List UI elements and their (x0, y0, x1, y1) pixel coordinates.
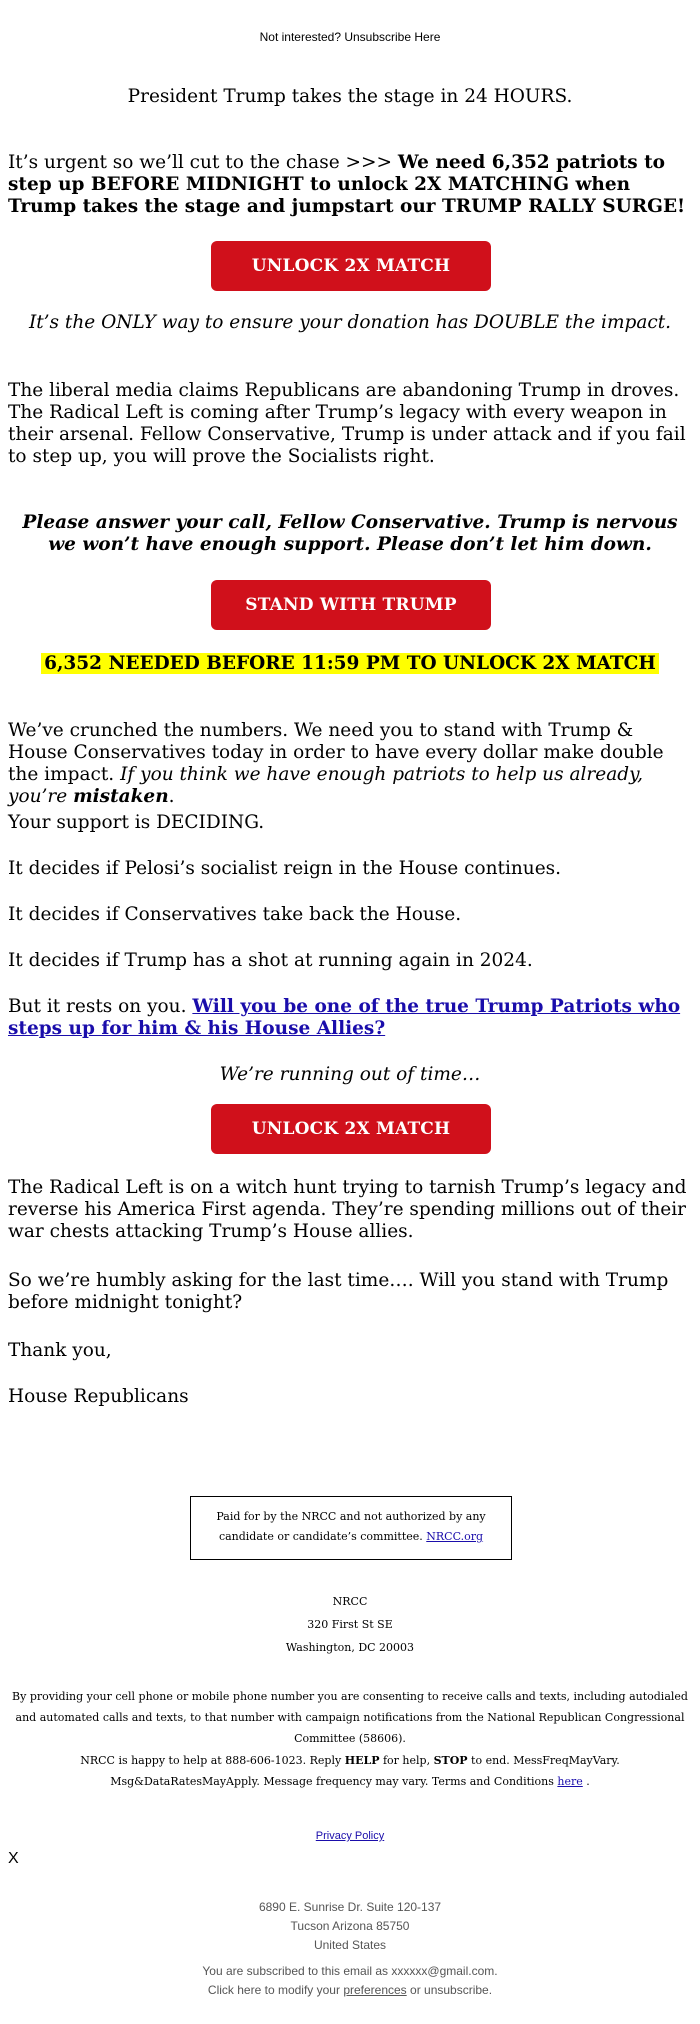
deciding-line: Your support is DECIDING. (8, 812, 265, 833)
only-way-text: It’s the ONLY way to ensure your donation has DOUBLE the impact. (28, 312, 672, 333)
needed-banner (0, 652, 700, 676)
sms-help: HELP (344, 1754, 380, 1767)
needed-banner-text: 6,352 NEEDED BEFORE 11:59 PM TO UNLOCK 2X MATCH (41, 653, 659, 674)
deciding-line: It decides if Trump has a shot at running again in 2024. (8, 950, 533, 971)
unlock-match-button-2[interactable]: UNLOCK 2X MATCH (211, 1104, 491, 1154)
crunched-paragraph (8, 720, 692, 808)
sms-text (8, 1750, 692, 1792)
deciding-line: It decides if Pelosi’s socialist reign in the House continues. (8, 858, 562, 879)
modify-text (0, 1981, 700, 2000)
thank-you-text: Thank you, (8, 1340, 112, 1361)
terms-here-link[interactable]: here (557, 1775, 583, 1788)
answer-call-text: Please answer your call, Fellow Conservative. Trump is nervous we won’t have enough support. Please don’t let him down. (22, 512, 678, 555)
footer-address (0, 1898, 700, 1955)
urgent-bold: We need 6,352 patriots to step up BEFORE MIDNIGHT to unlock 2X MATCHING when Trump takes the stage and jumpstart our TRUMP RALLY SURGE! (8, 152, 686, 217)
sms-d: . (582, 1775, 590, 1788)
sms-a: NRCC is happy to help at 888-606-1023. Reply (80, 1754, 345, 1767)
consent-text: By providing your cell phone or mobile phone number you are consenting to receive calls and texts, including autodialed and automated calls and texts, to that number with campaign notifications from the National Republican Congressional Committee (58606). (12, 1690, 688, 1745)
nrcc-address (0, 1590, 700, 1659)
x-mark: X (8, 1850, 19, 1867)
footer-line-2: Tucson Arizona 85750 (290, 1919, 410, 1933)
rests-lead: But it rests on you. (8, 996, 193, 1017)
unsubscribe-link[interactable]: Not interested? Unsubscribe Here (259, 30, 441, 44)
crunched-text: We’ve crunched the numbers. We need you to stand with Trump & House Conservatives today in order to have every dollar make double the impact. (8, 720, 664, 785)
headline: President Trump takes the stage in 24 HOURS. (127, 86, 573, 107)
modify-b: or unsubscribe. (406, 1983, 493, 1997)
address-city: Washington, DC 20003 (285, 1641, 415, 1654)
crunched-italic: If you think we have enough patriots to help us already, you’re (8, 764, 643, 807)
running-out-text: We’re running out of time… (219, 1064, 481, 1085)
urgent-lead: It’s urgent so we’ll cut to the chase >>> (8, 152, 398, 173)
privacy-policy (0, 1830, 700, 1842)
privacy-policy-link[interactable]: Privacy Policy (315, 1830, 385, 1842)
unsubscribe-top (0, 30, 700, 44)
rests-paragraph (8, 996, 692, 1040)
liberal-media-paragraph: The liberal media claims Republicans are abandoning Trump in droves. The Radical Left is coming after Trump’s legacy with every weapon in their arsenal. Fellow Conservative, Trump is under attack and if you fail to step up, you will prove the Socialists right. (8, 380, 686, 467)
footer-subscription (0, 1962, 700, 2000)
address-org: NRCC (332, 1595, 368, 1608)
urgent-paragraph (8, 152, 692, 218)
nrcc-link[interactable]: NRCC.org (426, 1530, 484, 1543)
sms-c: to end. MessFreqMayVary. Msg&DataRatesMayApply. Message frequency may vary. Terms and Conditions (110, 1754, 620, 1788)
sms-stop: STOP (433, 1754, 468, 1767)
paid-for-box (190, 1496, 512, 1560)
unlock-match-button[interactable]: UNLOCK 2X MATCH (211, 241, 491, 291)
footer-line-1: 6890 E. Sunrise Dr. Suite 120-137 (258, 1900, 442, 1914)
signature: House Republicans (8, 1386, 189, 1407)
paid-for-text: Paid for by the NRCC and not authorized by any candidate or candidate’s committee. (216, 1510, 486, 1543)
crunched-end: . (168, 786, 175, 807)
deciding-line: It decides if Conservatives take back the House. (8, 904, 462, 925)
address-street: 320 First St SE (307, 1618, 393, 1631)
subscribed-text: You are subscribed to this email as xxxxxx@gmail.com. (202, 1964, 498, 1978)
true-patriots-link[interactable]: Will you be one of the true Trump Patriots who steps up for him & his House Allies? (8, 996, 681, 1039)
modify-a: Click here to modify your (207, 1983, 344, 1997)
preferences-link[interactable]: preferences (343, 1983, 407, 1997)
sms-b: for help, (379, 1754, 434, 1767)
crunched-emph: mistaken (73, 786, 169, 807)
stand-with-trump-button[interactable]: STAND WITH TRUMP (211, 580, 491, 630)
humbly-paragraph: So we’re humbly asking for the last time…. Will you stand with Trump before midnight tonight? (8, 1270, 669, 1313)
witch-hunt-paragraph: The Radical Left is on a witch hunt trying to tarnish Trump’s legacy and reverse his America First agenda. They’re spending millions out of their war chests attacking Trump’s House allies. (8, 1177, 687, 1242)
footer-line-3: United States (313, 1938, 387, 1952)
